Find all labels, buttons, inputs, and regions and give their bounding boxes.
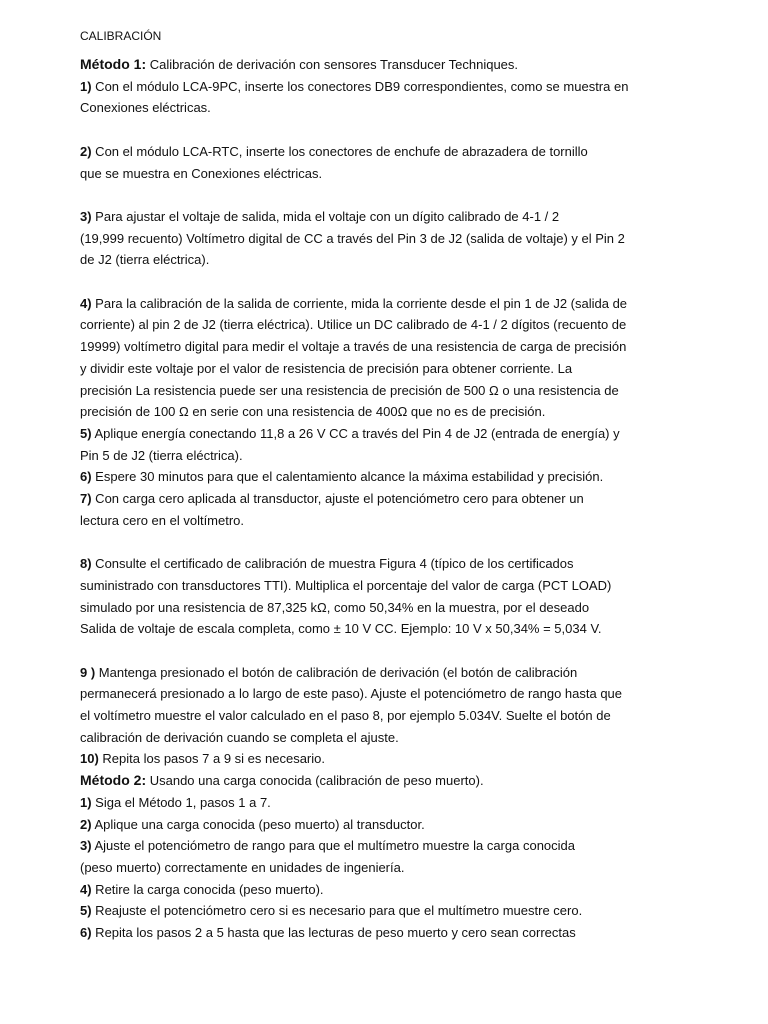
step-number: 1) xyxy=(80,78,92,94)
step-text: Con carga cero aplicada al transductor, ajuste el potenciómetro cero para obtener un xyxy=(91,491,584,507)
step-1-8 xyxy=(80,553,680,640)
method-1-label: Método 1: xyxy=(80,56,147,72)
step-2-6 xyxy=(80,922,680,944)
step-1-10 xyxy=(80,748,680,770)
document-page xyxy=(80,28,680,944)
step-text: calibración de derivación cuando se completa el ajuste. xyxy=(80,729,399,745)
step-text: Para ajustar el voltaje de salida, mida el voltaje con un dígito calibrado de 4-1 / 2 xyxy=(91,208,560,224)
step-text: Con el módulo LCA-RTC, inserte los conectores de enchufe de abrazadera de tornillo xyxy=(91,143,588,159)
step-2-2 xyxy=(80,814,680,836)
step-text: Con el módulo LCA-9PC, inserte los conectores DB9 correspondientes, como se muestra en xyxy=(91,78,629,94)
method-2-label: Método 2: xyxy=(80,772,147,789)
step-text: corriente) al pin 2 de J2 (tierra eléctrica). Utilice un DC calibrado de 4-1 / 2 dígitos (recuento de xyxy=(80,317,627,333)
method-2-heading xyxy=(80,770,680,792)
step-text: Para la calibración de la salida de corriente, mida la corriente desde el pin 1 de J2 (salida de xyxy=(91,295,628,311)
step-text: Aplique una carga conocida (peso muerto) al transductor. xyxy=(91,816,425,832)
step-2-3 xyxy=(80,835,680,878)
step-text: Repita los pasos 7 a 9 si es necesario. xyxy=(98,751,325,767)
step-text: Reajuste el potenciómetro cero si es necesario para que el multímetro muestre cero. xyxy=(91,903,583,919)
step-text: Repita los pasos 2 a 5 hasta que las lecturas de peso muerto y cero sean correctas xyxy=(91,925,576,941)
step-number: 6) xyxy=(80,469,92,485)
step-1-4 xyxy=(80,293,680,423)
step-1-3 xyxy=(80,206,680,271)
step-text: Mantenga presionado el botón de calibración de derivación (el botón de calibración xyxy=(95,664,578,680)
step-number: 5) xyxy=(80,425,92,441)
step-text: lectura cero en el voltímetro. xyxy=(80,512,245,528)
step-text: Consulte el certificado de calibración de muestra Figura 4 (típico de los certificados xyxy=(91,556,574,572)
step-text: Siga el Método 1, pasos 1 a 7. xyxy=(91,794,271,810)
step-text: Salida de voltaje de escala completa, como ± 10 V CC. Ejemplo: 10 V x 50,34% = 5,034 V. xyxy=(80,621,602,637)
step-text: suministrado con transductores TTI). Multiplica el porcentaje del valor de carga (PCT LOAD) xyxy=(80,577,612,593)
document-title: CALIBRACIÓN xyxy=(80,29,162,43)
step-text: simulado por una resistencia de 87,325 kΩ, como 50,34% en la muestra, por el deseado xyxy=(80,599,590,615)
step-number: 3) xyxy=(80,208,92,224)
step-2-1 xyxy=(80,792,680,814)
step-text: Aplique energía conectando 11,8 a 26 V CC a través del Pin 4 de J2 (entrada de energía) y xyxy=(91,425,620,441)
step-number: 4) xyxy=(80,881,92,897)
step-2-4 xyxy=(80,879,680,901)
step-number: 9 ) xyxy=(80,664,96,680)
step-1-7 xyxy=(80,488,680,531)
method-1-text: Calibración de derivación con sensores Transducer Techniques. xyxy=(146,57,519,72)
step-1-5 xyxy=(80,423,680,466)
step-2-5 xyxy=(80,900,680,922)
step-number: 3) xyxy=(80,838,92,854)
step-text: que se muestra en Conexiones eléctricas. xyxy=(80,165,323,181)
method-1-heading xyxy=(80,54,680,76)
step-text: permanecerá presionado a lo largo de este paso). Ajuste el potenciómetro de rango hasta que xyxy=(80,686,623,702)
step-text: (19,999 recuento) Voltímetro digital de CC a través del Pin 3 de J2 (salida de voltaje) y el Pin 2 xyxy=(80,230,625,246)
step-1-1 xyxy=(80,76,680,119)
step-number: 1) xyxy=(80,794,92,810)
step-text: el voltímetro muestre el valor calculado en el paso 8, por ejemplo 5.034V. Suelte el botón de xyxy=(80,708,611,724)
step-number: 5) xyxy=(80,903,92,919)
step-1-2 xyxy=(80,141,680,184)
step-number: 4) xyxy=(80,295,92,311)
step-text: Pin 5 de J2 (tierra eléctrica). xyxy=(80,447,243,463)
step-text: de J2 (tierra eléctrica). xyxy=(80,252,210,268)
step-number: 6) xyxy=(80,925,92,941)
step-text: Retire la carga conocida (peso muerto). xyxy=(91,881,324,897)
step-number: 7) xyxy=(80,491,92,507)
step-number: 8) xyxy=(80,556,92,572)
step-1-6 xyxy=(80,466,680,488)
step-number: 2) xyxy=(80,816,92,832)
step-number: 2) xyxy=(80,143,92,159)
step-text: Conexiones eléctricas. xyxy=(80,100,211,116)
step-text: precisión de 100 Ω en serie con una resistencia de 400Ω que no es de precisión. xyxy=(80,404,546,420)
method-2-text: Usando una carga conocida (calibración de peso muerto). xyxy=(146,773,484,789)
step-text: Ajuste el potenciómetro de rango para que el multímetro muestre la carga conocida xyxy=(91,838,575,854)
step-text: precisión La resistencia puede ser una resistencia de precisión de 500 Ω o una resistencia de xyxy=(80,382,619,398)
step-text: (peso muerto) correctamente en unidades de ingeniería. xyxy=(80,859,405,875)
step-1-9 xyxy=(80,662,680,749)
step-text: Espere 30 minutos para que el calentamiento alcance la máxima estabilidad y precisión. xyxy=(91,469,604,485)
step-text: 19999) voltímetro digital para medir el voltaje a través de una resistencia de carga de precisión xyxy=(80,339,627,355)
step-number: 10) xyxy=(80,751,99,767)
step-text: y dividir este voltaje por el valor de resistencia de precisión para obtener corriente. La xyxy=(80,360,573,376)
